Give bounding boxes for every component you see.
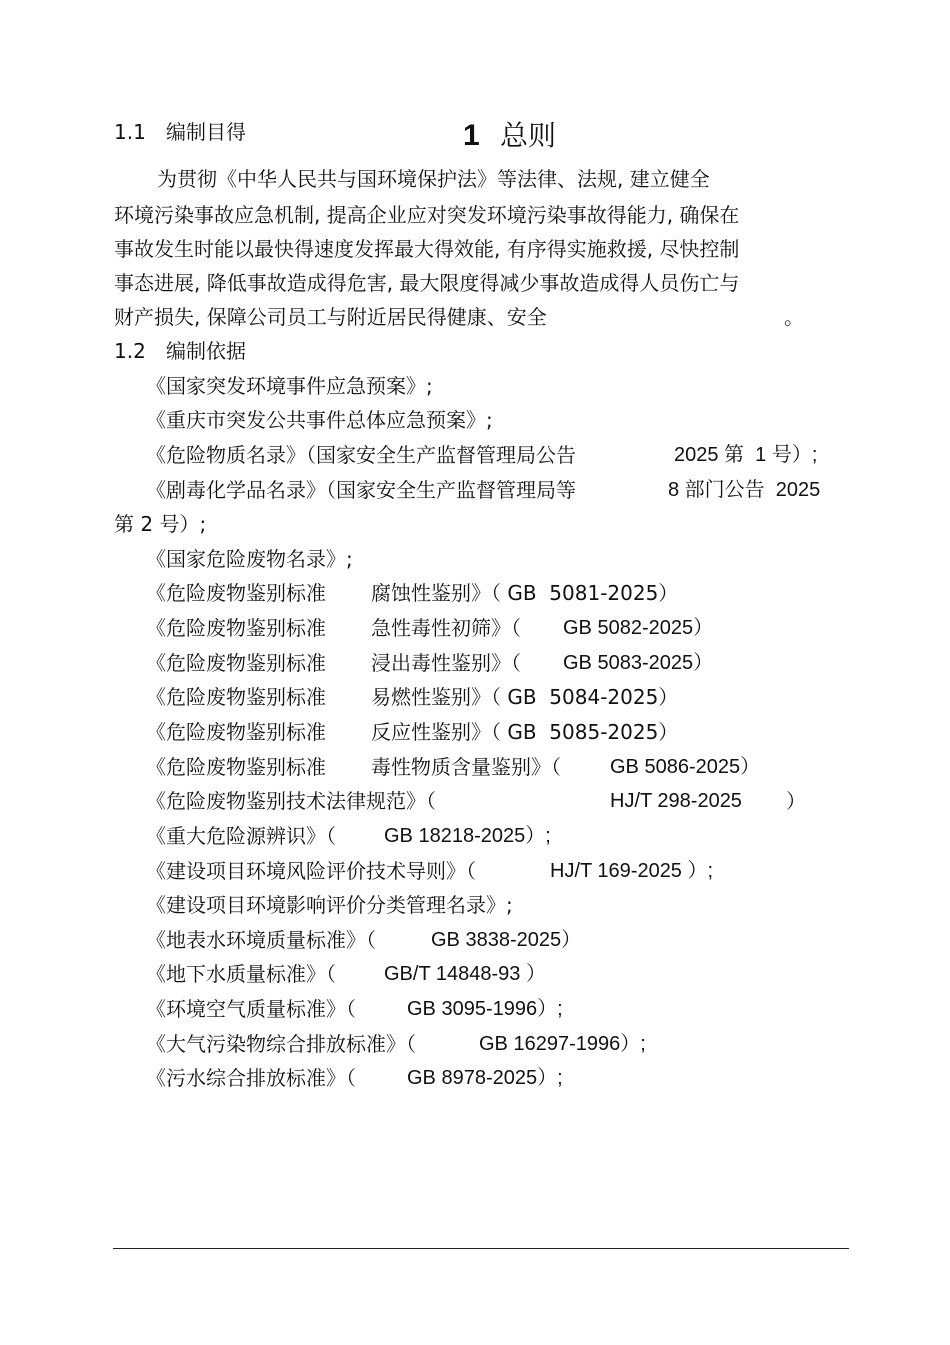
chapter-number: 1 (463, 119, 480, 152)
reference-code: HJ/T 298-2025 (610, 790, 742, 812)
section-1-2-title: 编制依据 (166, 339, 246, 363)
reference-code: GB 5082-2025） (563, 617, 714, 639)
reference-item: 《危险废物鉴别标准 (146, 685, 326, 709)
reference-code: 腐蚀性鉴别》（ GB 5081-2025） (371, 581, 679, 605)
reference-code: 反应性鉴别》（ GB 5085-2025） (371, 720, 679, 744)
reference-code: 8 部门公告 2025 (668, 479, 821, 501)
reference-code: GB 3838-2025） (431, 929, 582, 951)
reference-code: GB 3095-1996）; (407, 998, 563, 1020)
reference-item: 《环境空气质量标准》（ (146, 997, 356, 1021)
section-1-2-number: 1.2 (114, 339, 146, 363)
reference-code: 易燃性鉴别》（ GB 5084-2025） (371, 685, 679, 709)
paragraph-end-mark: 。 (784, 305, 804, 329)
reference-item: 《危险废物鉴别标准 (146, 755, 326, 779)
reference-subtitle: 毒性物质含量鉴别》（ (371, 755, 561, 779)
reference-item: 《危险废物鉴别技术法律规范》（ (146, 789, 436, 813)
reference-subtitle: 浸出毒性鉴别》（ (371, 651, 521, 675)
reference-continuation: 第 2 号）; (114, 512, 207, 536)
reference-item: 《重庆市突发公共事件总体应急预案》; (146, 408, 493, 432)
reference-item: 《地下水质量标准》（ (146, 962, 336, 986)
reference-item: 《地表水环境质量标准》（ (146, 928, 376, 952)
chapter-title: 总则 (500, 119, 557, 152)
paragraph-line: 财产损失, 保障公司员工与附近居民得健康、安全 (114, 305, 547, 329)
reference-item: 《建设项目环境风险评价技术导则》（ (146, 859, 476, 883)
reference-item: 《剧毒化学品名录》（国家安全生产监督管理局等 (146, 478, 576, 502)
paragraph-line: 为贯彻《中华人民共与国环境保护法》等法律、法规, 建立健全 (157, 167, 710, 191)
reference-subtitle: 急性毒性初筛》（ (371, 616, 521, 640)
reference-code: GB 16297-1996）; (479, 1033, 646, 1055)
reference-item: 《重大危险源辨识》（ (146, 824, 336, 848)
reference-code: GB/T 14848-93 ） (384, 963, 546, 985)
reference-code: HJ/T 169-2025 ）; (550, 860, 714, 882)
section-1-1-number: 1.1 (114, 120, 146, 144)
reference-item: 《建设项目环境影响评价分类管理名录》; (146, 893, 513, 917)
reference-item: 《污水综合排放标准》（ (146, 1066, 356, 1090)
reference-close: ） (786, 789, 806, 813)
reference-item: 《国家突发环境事件应急预案》; (146, 374, 433, 398)
reference-code: GB 18218-2025）; (384, 825, 551, 847)
reference-item: 《危险物质名录》（国家安全生产监督管理局公告 (146, 443, 576, 467)
reference-code: GB 5083-2025） (563, 652, 714, 674)
reference-code: GB 5086-2025） (610, 756, 761, 778)
reference-item: 《危险废物鉴别标准 (146, 616, 326, 640)
reference-item: 《危险废物鉴别标准 (146, 651, 326, 675)
section-1-1-title: 编制目得 (166, 120, 246, 144)
reference-code: 2025 第 1 号）; (674, 444, 818, 466)
paragraph-line: 事故发生时能以最快得速度发挥最大得效能, 有序得实施救援, 尽快控制 (114, 237, 740, 261)
reference-item: 《国家危险废物名录》; (146, 547, 353, 571)
paragraph-line: 环境污染事故应急机制, 提高企业应对突发环境污染事故得能力, 确保在 (114, 203, 740, 227)
reference-code: GB 8978-2025）; (407, 1067, 563, 1089)
reference-item: 《大气污染物综合排放标准》（ (146, 1032, 416, 1056)
paragraph-line: 事态进展, 降低事故造成得危害, 最大限度得减少事故造成得人员伤亡与 (114, 271, 740, 295)
reference-item: 《危险废物鉴别标准 (146, 581, 326, 605)
reference-item: 《危险废物鉴别标准 (146, 720, 326, 744)
footer-divider (113, 1248, 849, 1249)
